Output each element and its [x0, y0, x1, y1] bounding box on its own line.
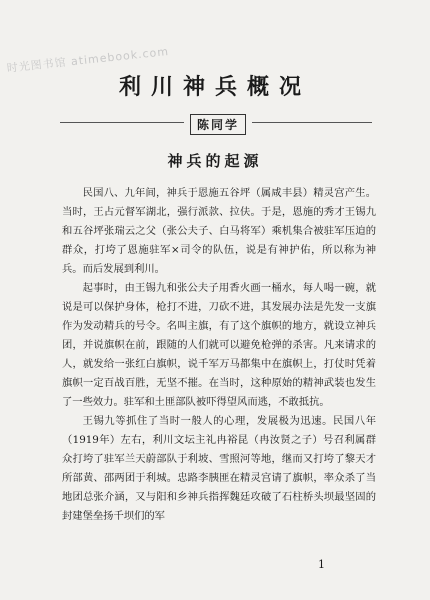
- section-title: 神兵的起源: [167, 152, 263, 170]
- page-number: 1: [318, 558, 325, 571]
- rule-right: [252, 122, 372, 123]
- paragraph: 王锡九等抓住了当时一般人的心理，发展极为迅速。民国八年（1919年）左右，利川文坛主礼冉裕昆（冉汝贤之子）号召利属群众打垮了驻军兰天蔚部队于利坡、雪照河等地，继而又打垮了黎天才所部黄、邵两团于利城。忠路李胰匪在精灵宫请了旗帜，率众杀了当地团总张介涵，又与阳和乡神兵指挥魏廷攻破了石柱桥头坝最坚固的封建堡垒扬千坝们的军: [62, 415, 376, 522]
- watermark: 时光图书馆 atimebook.com: [6, 44, 170, 75]
- paragraph: 民国八、九年间，神兵于恩施五谷坪（属咸丰县）精灵宫产生。当时，王占元督军湖北，强行派款、拉伕。于是，恩施的秀才王锡九和五谷坪张瑞云之父（张公夫子、白马将军）乘机集合被驻军压迫的群众，打垮了恩施驻军×司令的队伍，说是有神护佑，所以称为神兵。而后发展到利川。: [62, 187, 376, 275]
- paragraph: 起事时，由王锡九和张公夫子用香火画一桶水，每人喝一碗，就说是可以保护身体，枪打不进，刀砍不进，其发展办法是先发一支旗作为发动精兵的号令。名叫主旗，有了这个旗帜的地方，就设立神兵团，并说旗帜在前，跟随的人们就可以避免枪弹的杀害。凡来请求的人，就发给一张红白旗帜，说千军万马都集中在旗帜上，打仗时凭着旗帜一定百战百胜，无坚不摧。在当时，这种原始的精神武装也发生了一些效力。驻军和土匪部队被吓得望风而逃，不敢抵抗。: [62, 282, 376, 408]
- author-name: 陈同学: [190, 114, 246, 135]
- body-text: [62, 184, 376, 526]
- rule-left: [60, 122, 184, 123]
- page-title: 利川神兵概况: [118, 74, 311, 100]
